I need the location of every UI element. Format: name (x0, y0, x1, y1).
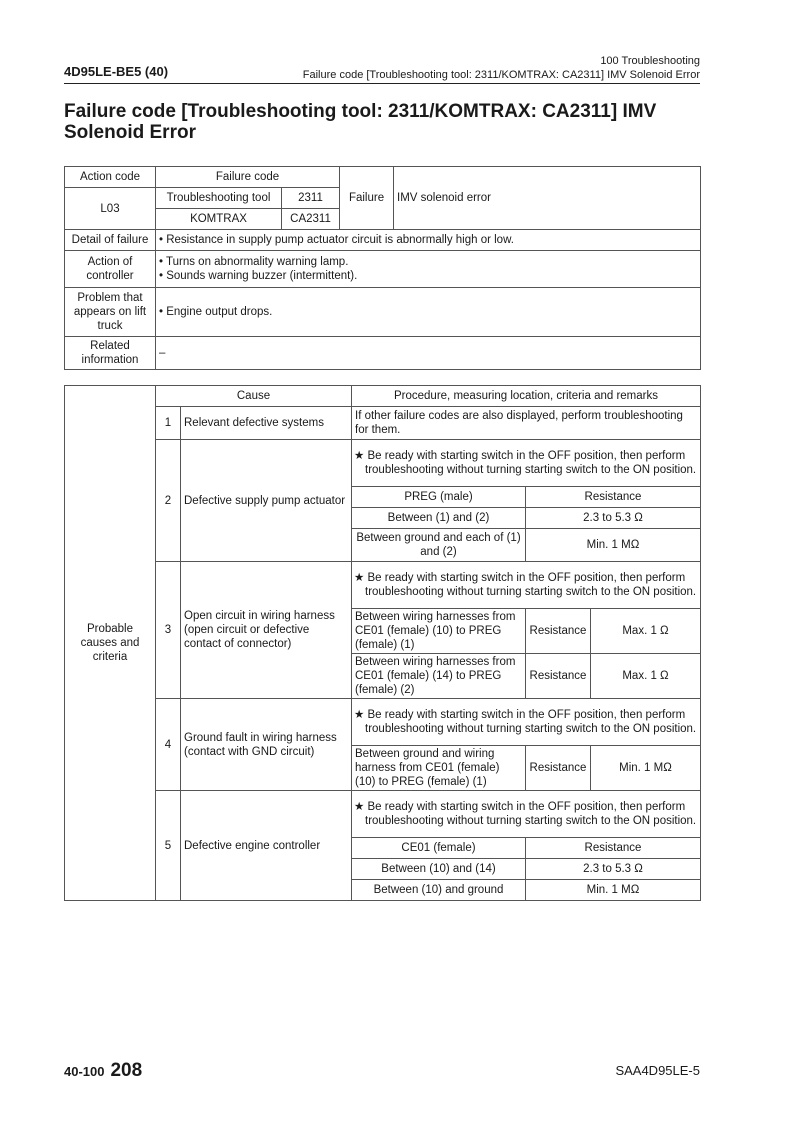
header-model: 4D95LE-BE5 (40) (64, 64, 169, 79)
measure-location: Between ground and each of (1) and (2) (352, 529, 526, 562)
cause-text: Defective supply pump actuator (181, 440, 352, 562)
failure-label: Failure (340, 167, 394, 230)
column-header: Resistance (526, 838, 701, 859)
cause-header: Cause (156, 386, 352, 407)
measure-value: Min. 1 MΩ (526, 880, 701, 901)
measure-value: Max. 1 Ω (591, 654, 701, 699)
measure-location: Between wiring harnesses from CE01 (female) (14) to PREG (female) (2) (352, 654, 526, 699)
measure-location: Between ground and wiring harness from CE01 (female) (10) to PREG (female) (1) (352, 746, 526, 791)
tool-label: Troubleshooting tool (156, 188, 282, 209)
measure-location: Between wiring harnesses from CE01 (female) (10) to PREG (female) (1) (352, 609, 526, 654)
measure-value: 2.3 to 5.3 Ω (526, 508, 701, 529)
action-code: L03 (65, 188, 156, 230)
action-item: • Turns on abnormality warning lamp. (159, 256, 349, 268)
cause-text: Relevant defective systems (181, 407, 352, 440)
measure-value: Min. 1 MΩ (591, 746, 701, 791)
problem-text: • Engine output drops. (156, 288, 701, 337)
action-items (156, 251, 701, 288)
star-note: ★ Be ready with starting switch in the OFF position, then perform troubleshooting without turning starting switch to the ON position. (352, 562, 701, 609)
action-code-label: Action code (65, 167, 156, 188)
cause-number: 5 (156, 791, 181, 901)
causes-table (64, 385, 701, 901)
footer-page (64, 1060, 142, 1082)
measure-type: Resistance (526, 746, 591, 791)
detail-text: • Resistance in supply pump actuator circuit is abnormally high or low. (156, 230, 701, 251)
measure-location: Between (1) and (2) (352, 508, 526, 529)
komtrax-label: KOMTRAX (156, 209, 282, 230)
measure-type: Resistance (526, 654, 591, 699)
header-rule (64, 83, 700, 84)
measure-value: 2.3 to 5.3 Ω (526, 859, 701, 880)
column-header: PREG (male) (352, 487, 526, 508)
procedure-header: Procedure, measuring location, criteria and remarks (352, 386, 701, 407)
cause-number: 3 (156, 562, 181, 699)
problem-label: Problem that appears on lift truck (65, 288, 156, 337)
star-note: ★ Be ready with starting switch in the OFF position, then perform troubleshooting without turning starting switch to the ON position. (352, 699, 701, 746)
star-note: ★ Be ready with starting switch in the OFF position, then perform troubleshooting without turning starting switch to the ON position. (352, 440, 701, 487)
measure-type: Resistance (526, 609, 591, 654)
procedure-text: If other failure codes are also displayed, perform troubleshooting for them. (352, 407, 701, 440)
detail-label: Detail of failure (65, 230, 156, 251)
probable-causes-label: Probable causes and criteria (65, 386, 156, 901)
measure-value: Max. 1 Ω (591, 609, 701, 654)
related-label: Related information (65, 337, 156, 370)
komtrax-code: CA2311 (282, 209, 340, 230)
header-right (303, 54, 700, 82)
page-title: Failure code [Troubleshooting tool: 2311/KOMTRAX: CA2311] IMV Solenoid Error (64, 101, 657, 143)
failure-info-table (64, 166, 701, 370)
star-note: ★ Be ready with starting switch in the OFF position, then perform troubleshooting without turning starting switch to the ON position. (352, 791, 701, 838)
cause-text: Ground fault in wiring harness (contact with GND circuit) (181, 699, 352, 791)
measure-value: Min. 1 MΩ (526, 529, 701, 562)
action-item: • Sounds warning buzzer (intermittent). (159, 270, 358, 282)
measure-location: Between (10) and (14) (352, 859, 526, 880)
tool-code: 2311 (282, 188, 340, 209)
page-number: 208 (110, 1060, 143, 1081)
header-subtitle: Failure code [Troubleshooting tool: 2311/KOMTRAX: CA2311] IMV Solenoid Error (302, 69, 700, 81)
doc-code: SAA4D95LE-5 (615, 1063, 700, 1078)
header-section: 100 Troubleshooting (600, 55, 700, 67)
cause-number: 2 (156, 440, 181, 562)
measure-location: Between (10) and ground (352, 880, 526, 901)
cause-number: 4 (156, 699, 181, 791)
cause-number: 1 (156, 407, 181, 440)
failure-code-label: Failure code (156, 167, 340, 188)
related-text: – (156, 337, 701, 370)
failure-text: IMV solenoid error (394, 167, 701, 230)
action-label: Action of controller (65, 251, 156, 288)
cause-text: Defective engine controller (181, 791, 352, 901)
column-header: CE01 (female) (352, 838, 526, 859)
cause-text: Open circuit in wiring harness (open circuit or defective contact of connector) (181, 562, 352, 699)
page-ref: 40-100 (64, 1064, 105, 1079)
column-header: Resistance (526, 487, 701, 508)
